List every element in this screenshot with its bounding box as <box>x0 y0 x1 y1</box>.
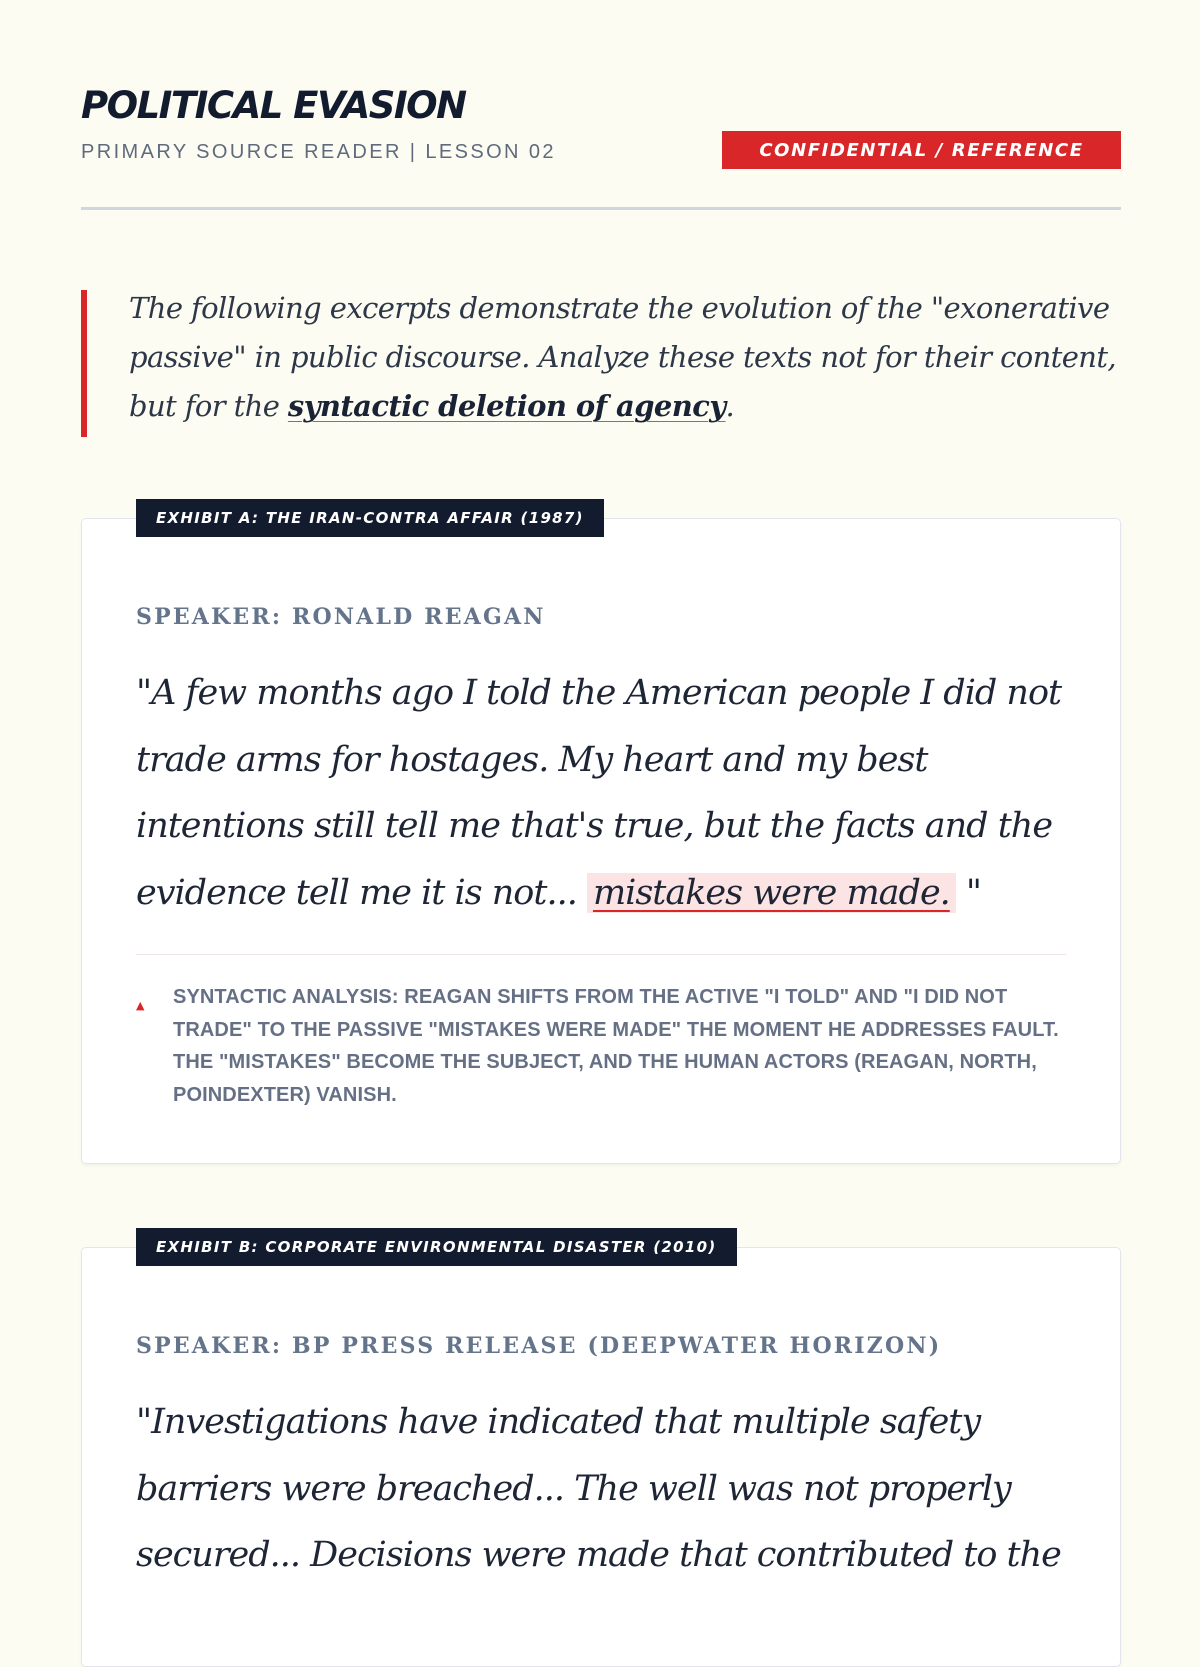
quote-text: "Investigations have indicated that multiple safety barriers were breached... The well was not properly secured... Decisions were made that contributed to the <box>136 1402 1061 1575</box>
card-divider <box>136 954 1066 955</box>
speaker-name: SPEAKER: RONALD REAGAN <box>136 604 546 630</box>
document-subtitle: PRIMARY SOURCE READER | LESSON 02 <box>81 141 556 163</box>
exhibit-card-a <box>81 509 1121 1164</box>
quote-text <box>136 660 1081 926</box>
analysis-text: SYNTACTIC ANALYSIS: REAGAN SHIFTS FROM THE ACTIVE "I TOLD" AND "I DID NOT TRADE" TO THE PASSIVE "MISTAKES WERE MADE" THE MOMENT HE ADDRESSES FAULT. THE "MISTAKES" BECOME THE SUBJECT, AND THE HUMAN ACTORS (REAGAN, NORTH, POINDEXTER) VANISH. <box>173 986 1059 1106</box>
speaker-name: SPEAKER: BP PRESS RELEASE (DEEPWATER HORIZON) <box>136 1333 942 1359</box>
confidential-badge: CONFIDENTIAL / REFERENCE <box>722 131 1121 169</box>
quote-highlight: mistakes were made. <box>587 873 956 913</box>
quote-lead: "A few months ago I told the American people I did not trade arms for hostages. My heart and my best intentions still tell me that's true, but the facts and the evidence tell me it is not... <box>136 673 1062 913</box>
intro-accent-bar <box>81 290 87 437</box>
quote-end: " <box>955 872 982 913</box>
exhibit-label: EXHIBIT A: THE IRAN-CONTRA AFFAIR (1987) <box>136 499 604 537</box>
intro-text <box>129 284 1129 431</box>
intro-text-end: . <box>725 389 735 423</box>
exhibit-card-b <box>81 1238 1121 1667</box>
document-title: POLITICAL EVASION <box>81 84 466 127</box>
intro-text-lead: The following excerpts demonstrate the evolution of the "exonerative passive" in public discourse. Analyze these texts not for their content, but for the <box>129 291 1117 423</box>
exhibit-label: EXHIBIT B: CORPORATE ENVIRONMENTAL DISASTER (2010) <box>136 1228 737 1266</box>
intro-callout <box>81 290 1121 437</box>
intro-emphasis: syntactic deletion of agency <box>287 389 726 423</box>
header-divider <box>81 207 1121 210</box>
warning-icon: ▲ <box>136 999 145 1012</box>
